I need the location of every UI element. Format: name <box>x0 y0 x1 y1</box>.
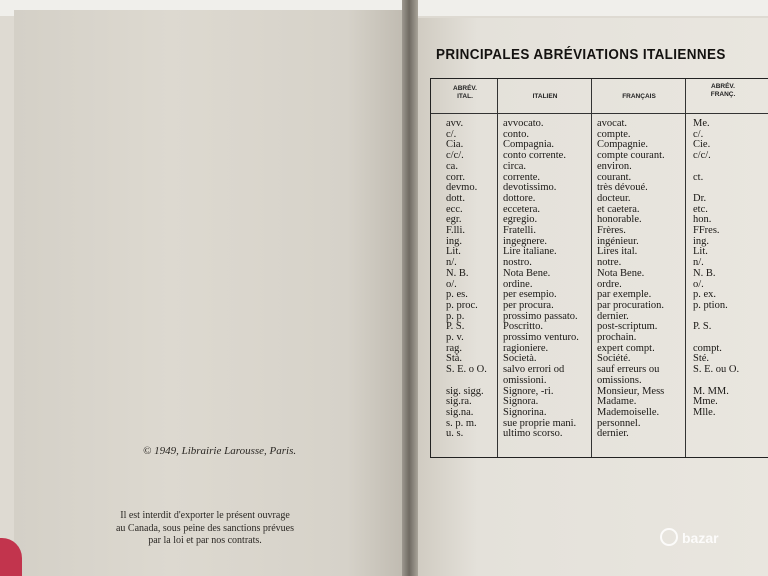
italien-cell: per procura. <box>503 299 554 311</box>
abbr-franc-cell: o/. <box>693 278 704 290</box>
table-row <box>431 429 768 440</box>
abbr-ital-cell: F.lli. <box>446 225 466 236</box>
francais-cell: Madame. <box>597 396 637 408</box>
book-gutter <box>402 0 418 576</box>
abbr-ital-cell: P. S. <box>446 321 465 333</box>
francais-cell: Compagnie. <box>597 139 649 151</box>
italien-cell: ordine. <box>503 278 533 290</box>
abbr-ital-cell: corr. <box>446 171 465 183</box>
francais-cell: avocat. <box>597 118 628 129</box>
francais-cell: post-scriptum. <box>597 321 658 333</box>
header-abbr-franc: ABRÉV. FRANÇ. <box>710 83 736 98</box>
abbr-franc-cell: ing. <box>693 235 710 247</box>
export-notice <box>60 510 350 548</box>
abbr-franc-cell: p. ption. <box>693 299 728 311</box>
abbr-franc-cell: p. ex. <box>693 289 717 301</box>
italien-cell: eccetera. <box>503 203 541 215</box>
italien-cell: Fratelli. <box>503 225 536 236</box>
francais-cell: environ. <box>597 160 632 172</box>
abbr-ital-cell: c/c/. <box>446 150 464 162</box>
abbr-ital-cell: S. E. o O. <box>446 364 487 376</box>
abbr-ital-cell: sig.na. <box>446 406 474 418</box>
francais-cell: et caetera. <box>597 203 640 215</box>
bazar-logo-icon <box>660 528 678 546</box>
francais-cell: expert compt. <box>597 342 655 354</box>
abbr-ital-cell: sig. sigg. <box>446 385 484 397</box>
abbr-franc-cell: N. B. <box>693 267 716 279</box>
abbr-franc-cell: ct. <box>693 171 704 183</box>
abbr-franc-cell: S. E. ou O. <box>693 364 740 376</box>
abbr-franc-cell: FFres. <box>693 225 720 236</box>
francais-cell: honorable. <box>597 214 642 226</box>
francais-cell: docteur. <box>597 192 631 204</box>
italien-cell: Nota Bene. <box>503 267 551 279</box>
header-abbr-ital: ABRÉV. ITAL. <box>453 85 477 100</box>
francais-cell: omissions. <box>597 374 642 386</box>
abbr-franc-cell: compt. <box>693 342 722 354</box>
italien-cell: prossimo venturo. <box>503 332 579 343</box>
notice-line: par la loi et par nos contrats. <box>148 535 262 546</box>
table-row <box>431 194 768 205</box>
abbr-ital-cell: egr. <box>446 214 462 226</box>
francais-cell: Nota Bene. <box>597 267 645 279</box>
abbr-franc-cell: Cie. <box>693 139 711 151</box>
abbr-franc-cell: Me. <box>693 118 710 129</box>
watermark-text: bazar <box>682 530 719 546</box>
abbr-ital-cell: p. p. <box>446 310 465 322</box>
table-row <box>431 162 768 173</box>
italien-cell: conto corrente. <box>503 150 566 162</box>
abbr-ital-cell: avv. <box>446 118 464 129</box>
italien-cell: Signora. <box>503 396 539 408</box>
italien-cell: devotissimo. <box>503 182 557 194</box>
abbr-ital-cell: sig.ra. <box>446 396 472 408</box>
abbr-franc-cell: Mme. <box>693 396 718 408</box>
abbreviations-table <box>430 78 768 458</box>
abbr-ital-cell: ecc. <box>446 203 463 215</box>
italien-cell: sue proprie mani. <box>503 417 577 429</box>
italien-cell: nostro. <box>503 257 532 269</box>
francais-cell: compte. <box>597 128 631 140</box>
abbr-franc-cell: M. MM. <box>693 385 729 397</box>
header-italien: ITALIEN <box>532 93 558 100</box>
abbr-franc-cell: Lit. <box>693 246 708 258</box>
abbr-ital-cell: Lit. <box>446 246 461 258</box>
left-page <box>14 10 406 576</box>
francais-cell: Mademoiselle. <box>597 406 660 418</box>
table-row <box>431 376 768 387</box>
italien-cell: Signore, -ri. <box>503 385 554 397</box>
francais-cell: Société. <box>597 353 631 365</box>
italien-cell: salvo errori od <box>503 364 565 376</box>
abbr-ital-cell: dott. <box>446 192 465 204</box>
italien-cell: Lire italiane. <box>503 246 557 258</box>
francais-cell: notre. <box>597 257 622 269</box>
abbr-franc-cell: hon. <box>693 214 712 226</box>
table-row <box>431 301 768 312</box>
italien-cell: Poscritto. <box>503 321 543 333</box>
italien-cell: corrente. <box>503 171 541 183</box>
abbr-ital-cell: p. v. <box>446 332 464 343</box>
abbr-franc-cell: Mlle. <box>693 406 716 418</box>
abbr-ital-cell: rag. <box>446 342 463 354</box>
italien-cell: ultimo scorso. <box>503 428 563 440</box>
francais-cell: personnel. <box>597 417 641 429</box>
francais-cell: prochain. <box>597 332 637 343</box>
abbr-franc-cell: Dr. <box>693 192 707 204</box>
header-divider <box>431 113 768 114</box>
table-row <box>431 408 768 419</box>
table-title: PRINCIPALES ABRÉVIATIONS ITALIENNES <box>436 47 726 63</box>
francais-cell: Frères. <box>597 225 626 236</box>
abbr-franc-cell: c/c/. <box>693 150 711 162</box>
italien-cell: conto. <box>503 128 529 140</box>
abbr-ital-cell: o/. <box>446 278 457 290</box>
francais-cell: courant. <box>597 171 632 183</box>
abbr-franc-cell: n/. <box>693 257 704 269</box>
header-francais: FRANÇAIS <box>622 93 656 100</box>
italien-cell: Società. <box>503 353 537 365</box>
italien-cell: ragioniere. <box>503 342 549 354</box>
italien-cell: dottore. <box>503 192 536 204</box>
francais-cell: ingénieur. <box>597 235 639 247</box>
notice-line: au Canada, sous peine des sanctions prévues <box>115 522 294 534</box>
francais-cell: dernier. <box>597 310 629 322</box>
italien-cell: ingegnere. <box>503 235 548 247</box>
abbr-franc-cell: P. S. <box>693 321 712 333</box>
francais-cell: par exemple. <box>597 289 652 301</box>
abbr-ital-cell: p. es. <box>446 289 468 301</box>
italien-cell: circa. <box>503 160 527 172</box>
francais-cell: par procuration. <box>597 299 665 311</box>
abbr-franc-cell: c/. <box>693 128 704 140</box>
italien-cell: Signorina. <box>503 406 547 418</box>
abbr-ital-cell: Stà. <box>446 353 463 365</box>
francais-cell: ordre. <box>597 278 622 290</box>
notice-line: Il est interdit d'exporter le présent ouvrage <box>120 510 290 521</box>
italien-cell: omissioni. <box>503 374 547 386</box>
abbr-ital-cell: s. p. m. <box>446 417 477 429</box>
abbr-ital-cell: devmo. <box>446 182 478 194</box>
abbr-ital-cell: ca. <box>446 160 458 172</box>
watermark <box>660 528 719 546</box>
abbr-ital-cell: u. s. <box>446 428 464 440</box>
abbr-ital-cell: N. B. <box>446 267 469 279</box>
francais-cell: compte courant. <box>597 150 665 162</box>
italien-cell: prossimo passato. <box>503 310 578 322</box>
italien-cell: Compagnia. <box>503 139 555 151</box>
francais-cell: sauf erreurs ou <box>597 364 660 376</box>
francais-cell: Lires ital. <box>597 246 638 258</box>
italien-cell: per esempio. <box>503 289 557 301</box>
francais-cell: Monsieur, Mess <box>597 385 665 397</box>
table-row <box>431 269 768 280</box>
abbr-ital-cell: n/. <box>446 257 457 269</box>
abbr-ital-cell: ing. <box>446 235 463 247</box>
francais-cell: très dévoué. <box>597 182 648 194</box>
abbr-ital-cell: p. proc. <box>446 299 478 311</box>
abbr-franc-cell: Sté. <box>693 353 710 365</box>
francais-cell: dernier. <box>597 428 629 440</box>
abbr-ital-cell: Cia. <box>446 139 464 151</box>
italien-cell: egregio. <box>503 214 538 226</box>
copyright-line: © 1949, Librairie Larousse, Paris. <box>143 445 297 457</box>
abbr-franc-cell: etc. <box>693 203 708 215</box>
italien-cell: avvocato. <box>503 118 544 129</box>
abbr-ital-cell: c/. <box>446 128 457 140</box>
